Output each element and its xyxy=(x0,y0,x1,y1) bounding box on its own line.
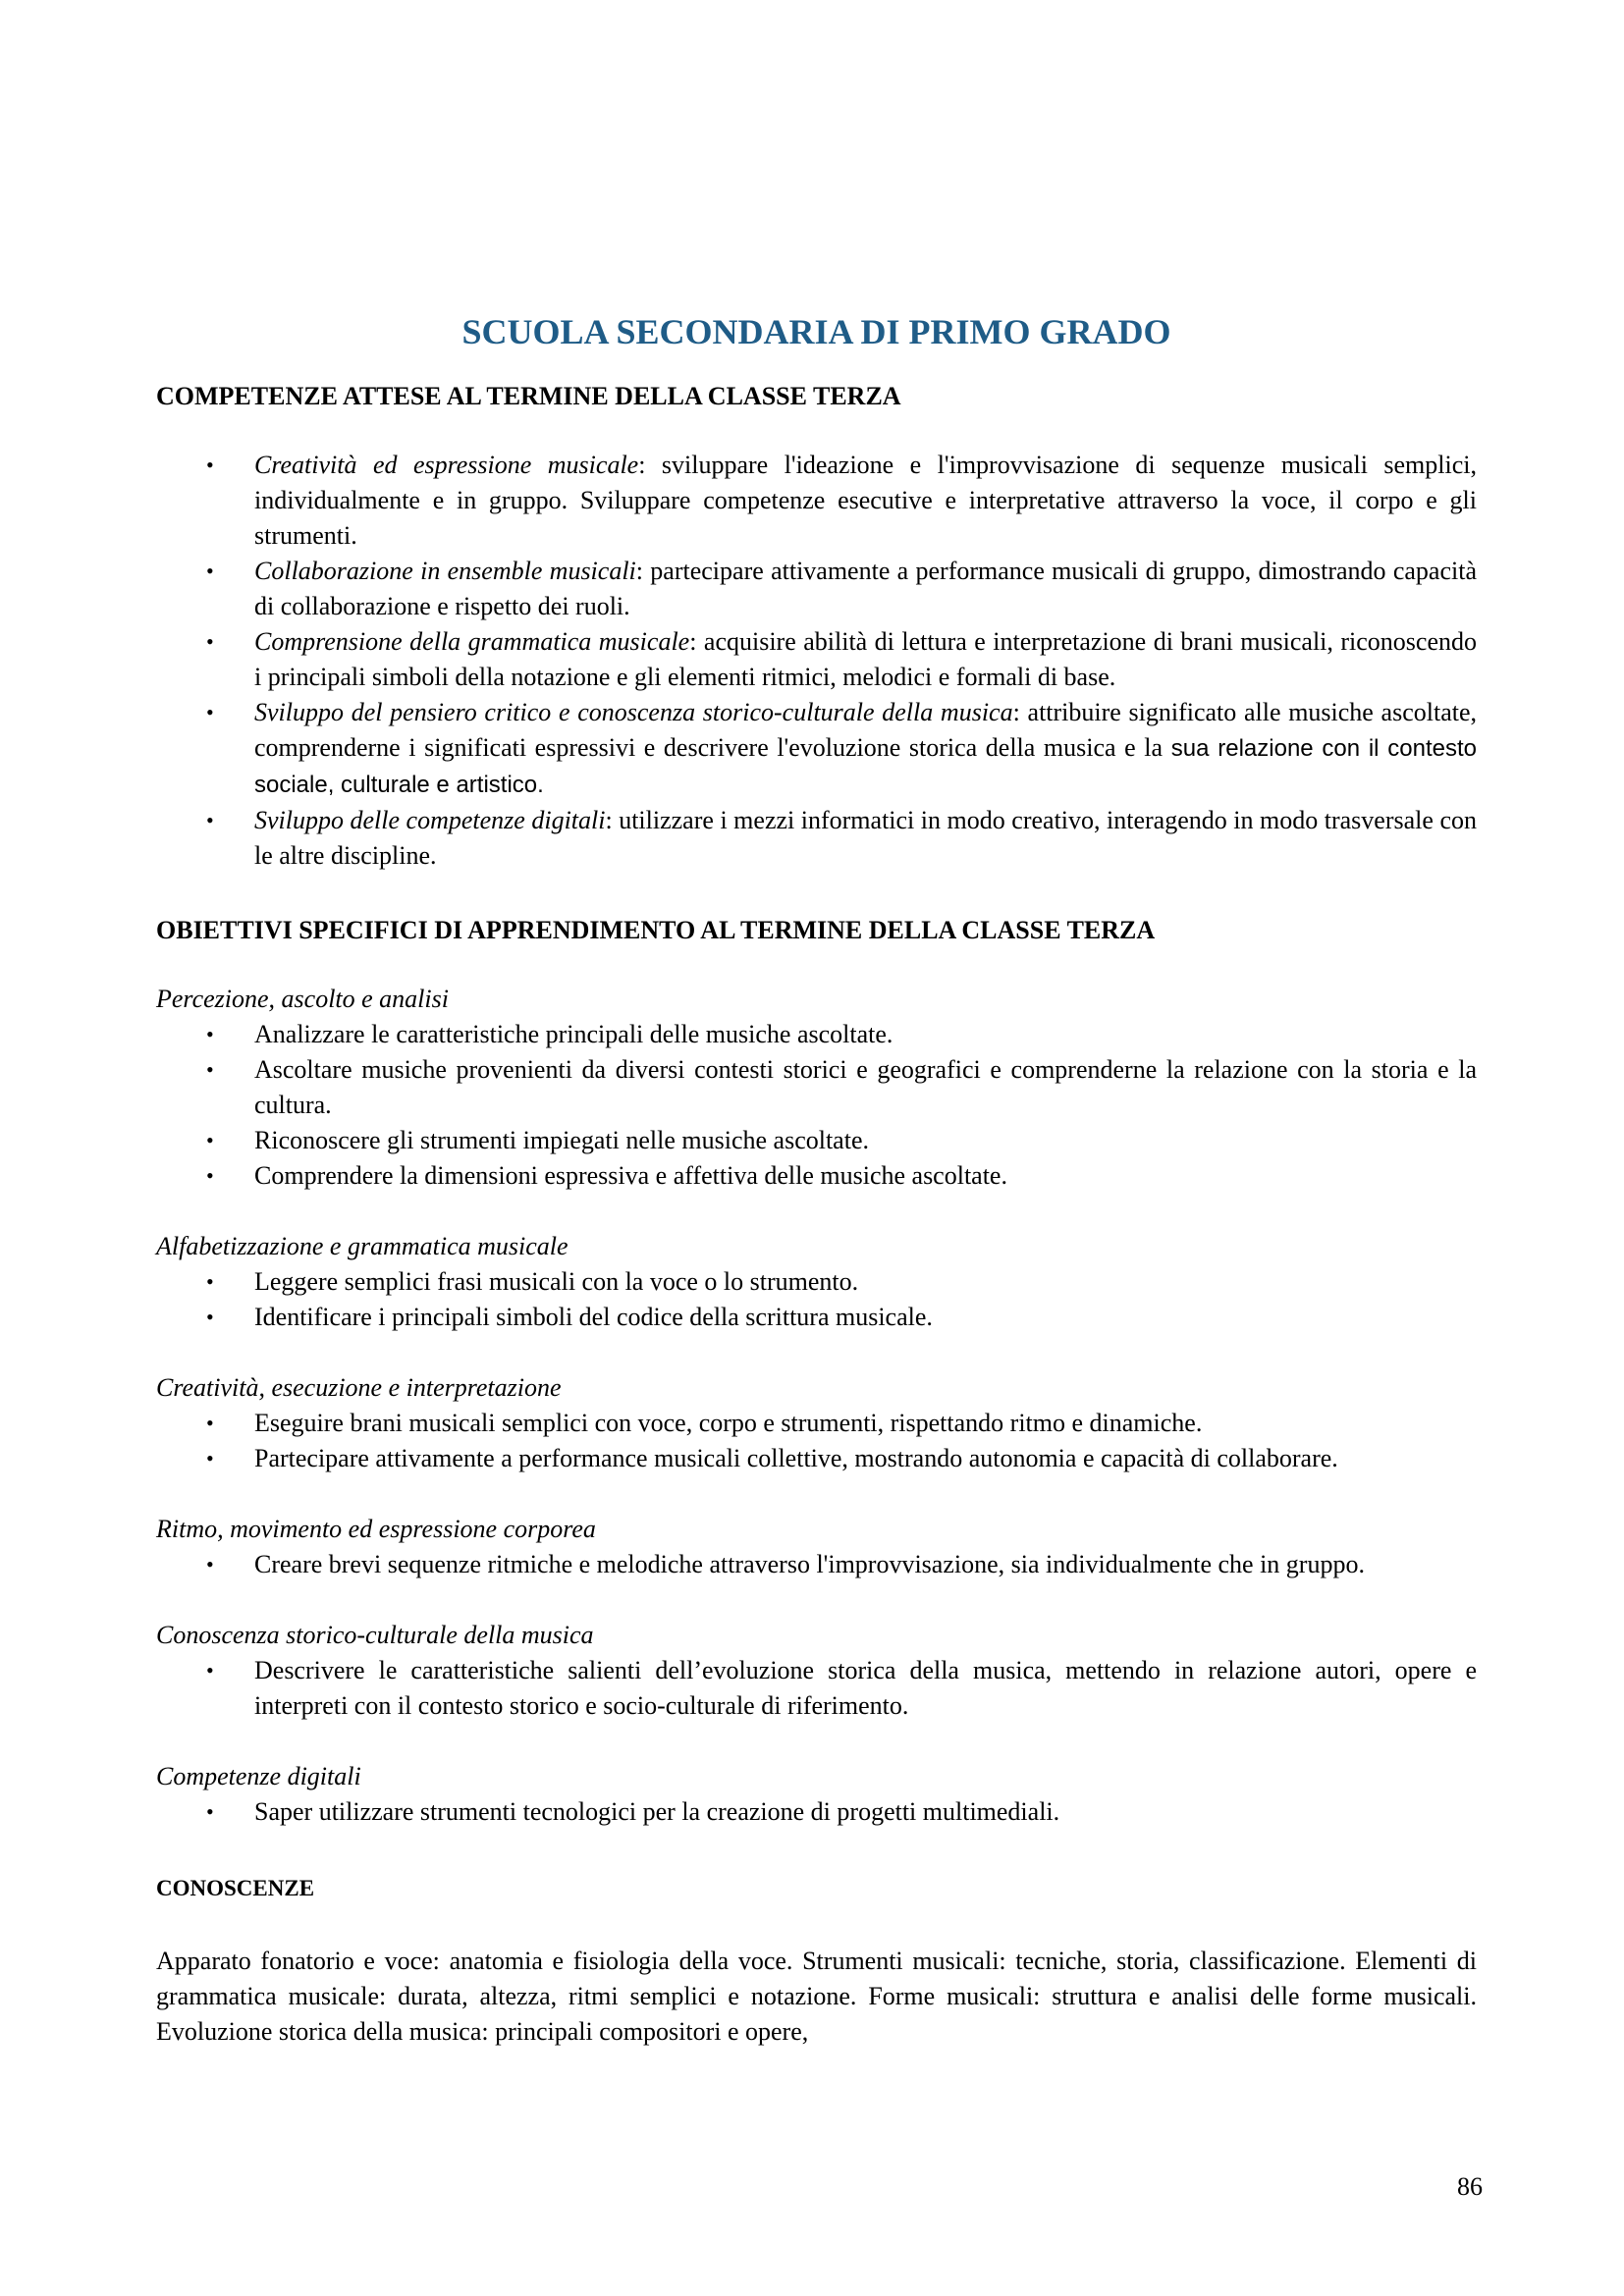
group-list xyxy=(156,1017,1477,1194)
list-item xyxy=(156,1123,1477,1158)
bullet-icon: • xyxy=(206,808,214,832)
list-item xyxy=(156,1264,1477,1300)
page-content xyxy=(156,312,1477,2050)
item-term: Comprensione della grammatica musicale xyxy=(254,627,690,656)
list-item xyxy=(156,1653,1477,1724)
item-text: Descrivere le caratteristiche salienti dell’evoluzione storica della musica, mettendo in relazione autori, opere e interpreti con il contesto storico e socio-culturale di riferimento. xyxy=(254,1656,1477,1720)
bullet-icon: • xyxy=(206,629,214,654)
item-text: Eseguire brani musicali semplici con voce, corpo e strumenti, rispettando ritmo e dinamiche. xyxy=(254,1409,1203,1437)
item-text: : sviluppare l'ideazione e l'improvvisazione di sequenze musicali semplici, individualmente e in gruppo. Sviluppare competenze esecutive e interpretative attraverso la voce, il corpo e gli strumenti. xyxy=(254,451,1477,550)
bullet-icon: • xyxy=(206,1305,214,1329)
list-item xyxy=(156,448,1477,554)
obiettivi-groups xyxy=(156,982,1477,1830)
list-item xyxy=(156,1406,1477,1441)
competenze-list xyxy=(156,448,1477,874)
item-text: Creare brevi sequenze ritmiche e melodiche attraverso l'improvvisazione, sia individualmente che in gruppo. xyxy=(254,1550,1365,1578)
item-text: : partecipare attivamente a performance musicali di gruppo, dimostrando capacità di collaborazione e rispetto dei ruoli. xyxy=(254,557,1477,620)
bullet-icon: • xyxy=(206,700,214,724)
page-title: SCUOLA SECONDARIA DI PRIMO GRADO xyxy=(461,312,1171,351)
item-text: Saper utilizzare strumenti tecnologici per la creazione di progetti multimediali. xyxy=(254,1797,1060,1826)
item-term: Sviluppo delle competenze digitali xyxy=(254,806,606,834)
bullet-icon: • xyxy=(206,1269,214,1294)
list-item xyxy=(156,1300,1477,1335)
bullet-icon: • xyxy=(206,1057,214,1082)
bullet-icon: • xyxy=(206,1799,214,1824)
item-text-sans: sua relazione con il contesto sociale, culturale e artistico. xyxy=(254,735,1477,798)
item-term: Creatività ed espressione musicale xyxy=(254,451,639,479)
group-list xyxy=(156,1406,1477,1476)
bullet-icon: • xyxy=(206,1163,214,1188)
list-item xyxy=(156,1547,1477,1582)
bullet-icon: • xyxy=(206,1411,214,1435)
item-text: : attribuire significato alle musiche ascoltate, comprenderne i significati espressivi e descrivere l'evoluzione storica della musica e la xyxy=(254,698,1478,762)
item-text: Comprendere la dimensioni espressiva e affettiva delle musiche ascoltate. xyxy=(254,1161,1007,1190)
group-list xyxy=(156,1264,1477,1335)
group-title: Competenze digitali xyxy=(156,1762,361,1790)
bullet-icon: • xyxy=(206,1552,214,1576)
item-text: : acquisire abilità di lettura e interpretazione di brani musicali, riconoscendo i principali simboli della notazione e gli elementi ritmici, melodici e formali di base. xyxy=(254,627,1477,691)
list-item xyxy=(156,1441,1477,1476)
group-title: Percezione, ascolto e analisi xyxy=(156,985,449,1013)
bullet-icon: • xyxy=(206,1022,214,1046)
group-list xyxy=(156,1547,1477,1582)
item-term: Collaborazione in ensemble musicali xyxy=(254,557,636,585)
list-item xyxy=(156,624,1477,695)
bullet-icon: • xyxy=(206,1128,214,1152)
group-title: Creatività, esecuzione e interpretazione xyxy=(156,1373,562,1402)
list-item xyxy=(156,1017,1477,1052)
obiettivi-heading: OBIETTIVI SPECIFICI DI APPRENDIMENTO AL TERMINE DELLA CLASSE TERZA xyxy=(156,916,1156,944)
item-text: Analizzare le caratteristiche principali delle musiche ascoltate. xyxy=(254,1020,893,1048)
bullet-icon: • xyxy=(206,1658,214,1682)
item-text: Leggere semplici frasi musicali con la voce o lo strumento. xyxy=(254,1267,859,1296)
competenze-heading: COMPETENZE ATTESE AL TERMINE DELLA CLASSE TERZA xyxy=(156,382,901,410)
item-text: Ascoltare musiche provenienti da diversi contesti storici e geografici e comprenderne la relazione con la storia e la cultura. xyxy=(254,1055,1477,1119)
group-title: Alfabetizzazione e grammatica musicale xyxy=(156,1232,568,1260)
page-number: 86 xyxy=(1457,2172,1483,2201)
list-item xyxy=(156,554,1477,624)
item-text: : utilizzare i mezzi informatici in modo creativo, interagendo in modo trasversale con le altre discipline. xyxy=(254,806,1477,870)
list-item xyxy=(156,1794,1477,1830)
item-text: Partecipare attivamente a performance musicali collettive, mostrando autonomia e capacità di collaborare. xyxy=(254,1444,1338,1472)
item-term: Sviluppo del pensiero critico e conoscenza storico-culturale della musica xyxy=(254,698,1013,726)
conoscenze-heading: CONOSCENZE xyxy=(156,1876,315,1900)
conoscenze-text: Apparato fonatorio e voce: anatomia e fisiologia della voce. Strumenti musicali: tecniche, storia, classificazione. Elementi di grammatica musicale: durata, altezza, ritmi semplici e notazione. Forme musicali: struttura e analisi delle forme musicali. Evoluzione storica della musica: principali compositori e opere, xyxy=(156,1947,1477,2046)
group-list xyxy=(156,1794,1477,1830)
list-item xyxy=(156,803,1477,874)
item-text: Identificare i principali simboli del codice della scrittura musicale. xyxy=(254,1303,933,1331)
group-list xyxy=(156,1653,1477,1724)
list-item xyxy=(156,1158,1477,1194)
group-title: Conoscenza storico-culturale della musica xyxy=(156,1621,594,1649)
bullet-icon: • xyxy=(206,453,214,477)
bullet-icon: • xyxy=(206,559,214,583)
item-text: Riconoscere gli strumenti impiegati nelle musiche ascoltate. xyxy=(254,1126,869,1154)
list-item xyxy=(156,695,1477,803)
list-item xyxy=(156,1052,1477,1123)
bullet-icon: • xyxy=(206,1446,214,1470)
group-title: Ritmo, movimento ed espressione corporea xyxy=(156,1515,596,1543)
